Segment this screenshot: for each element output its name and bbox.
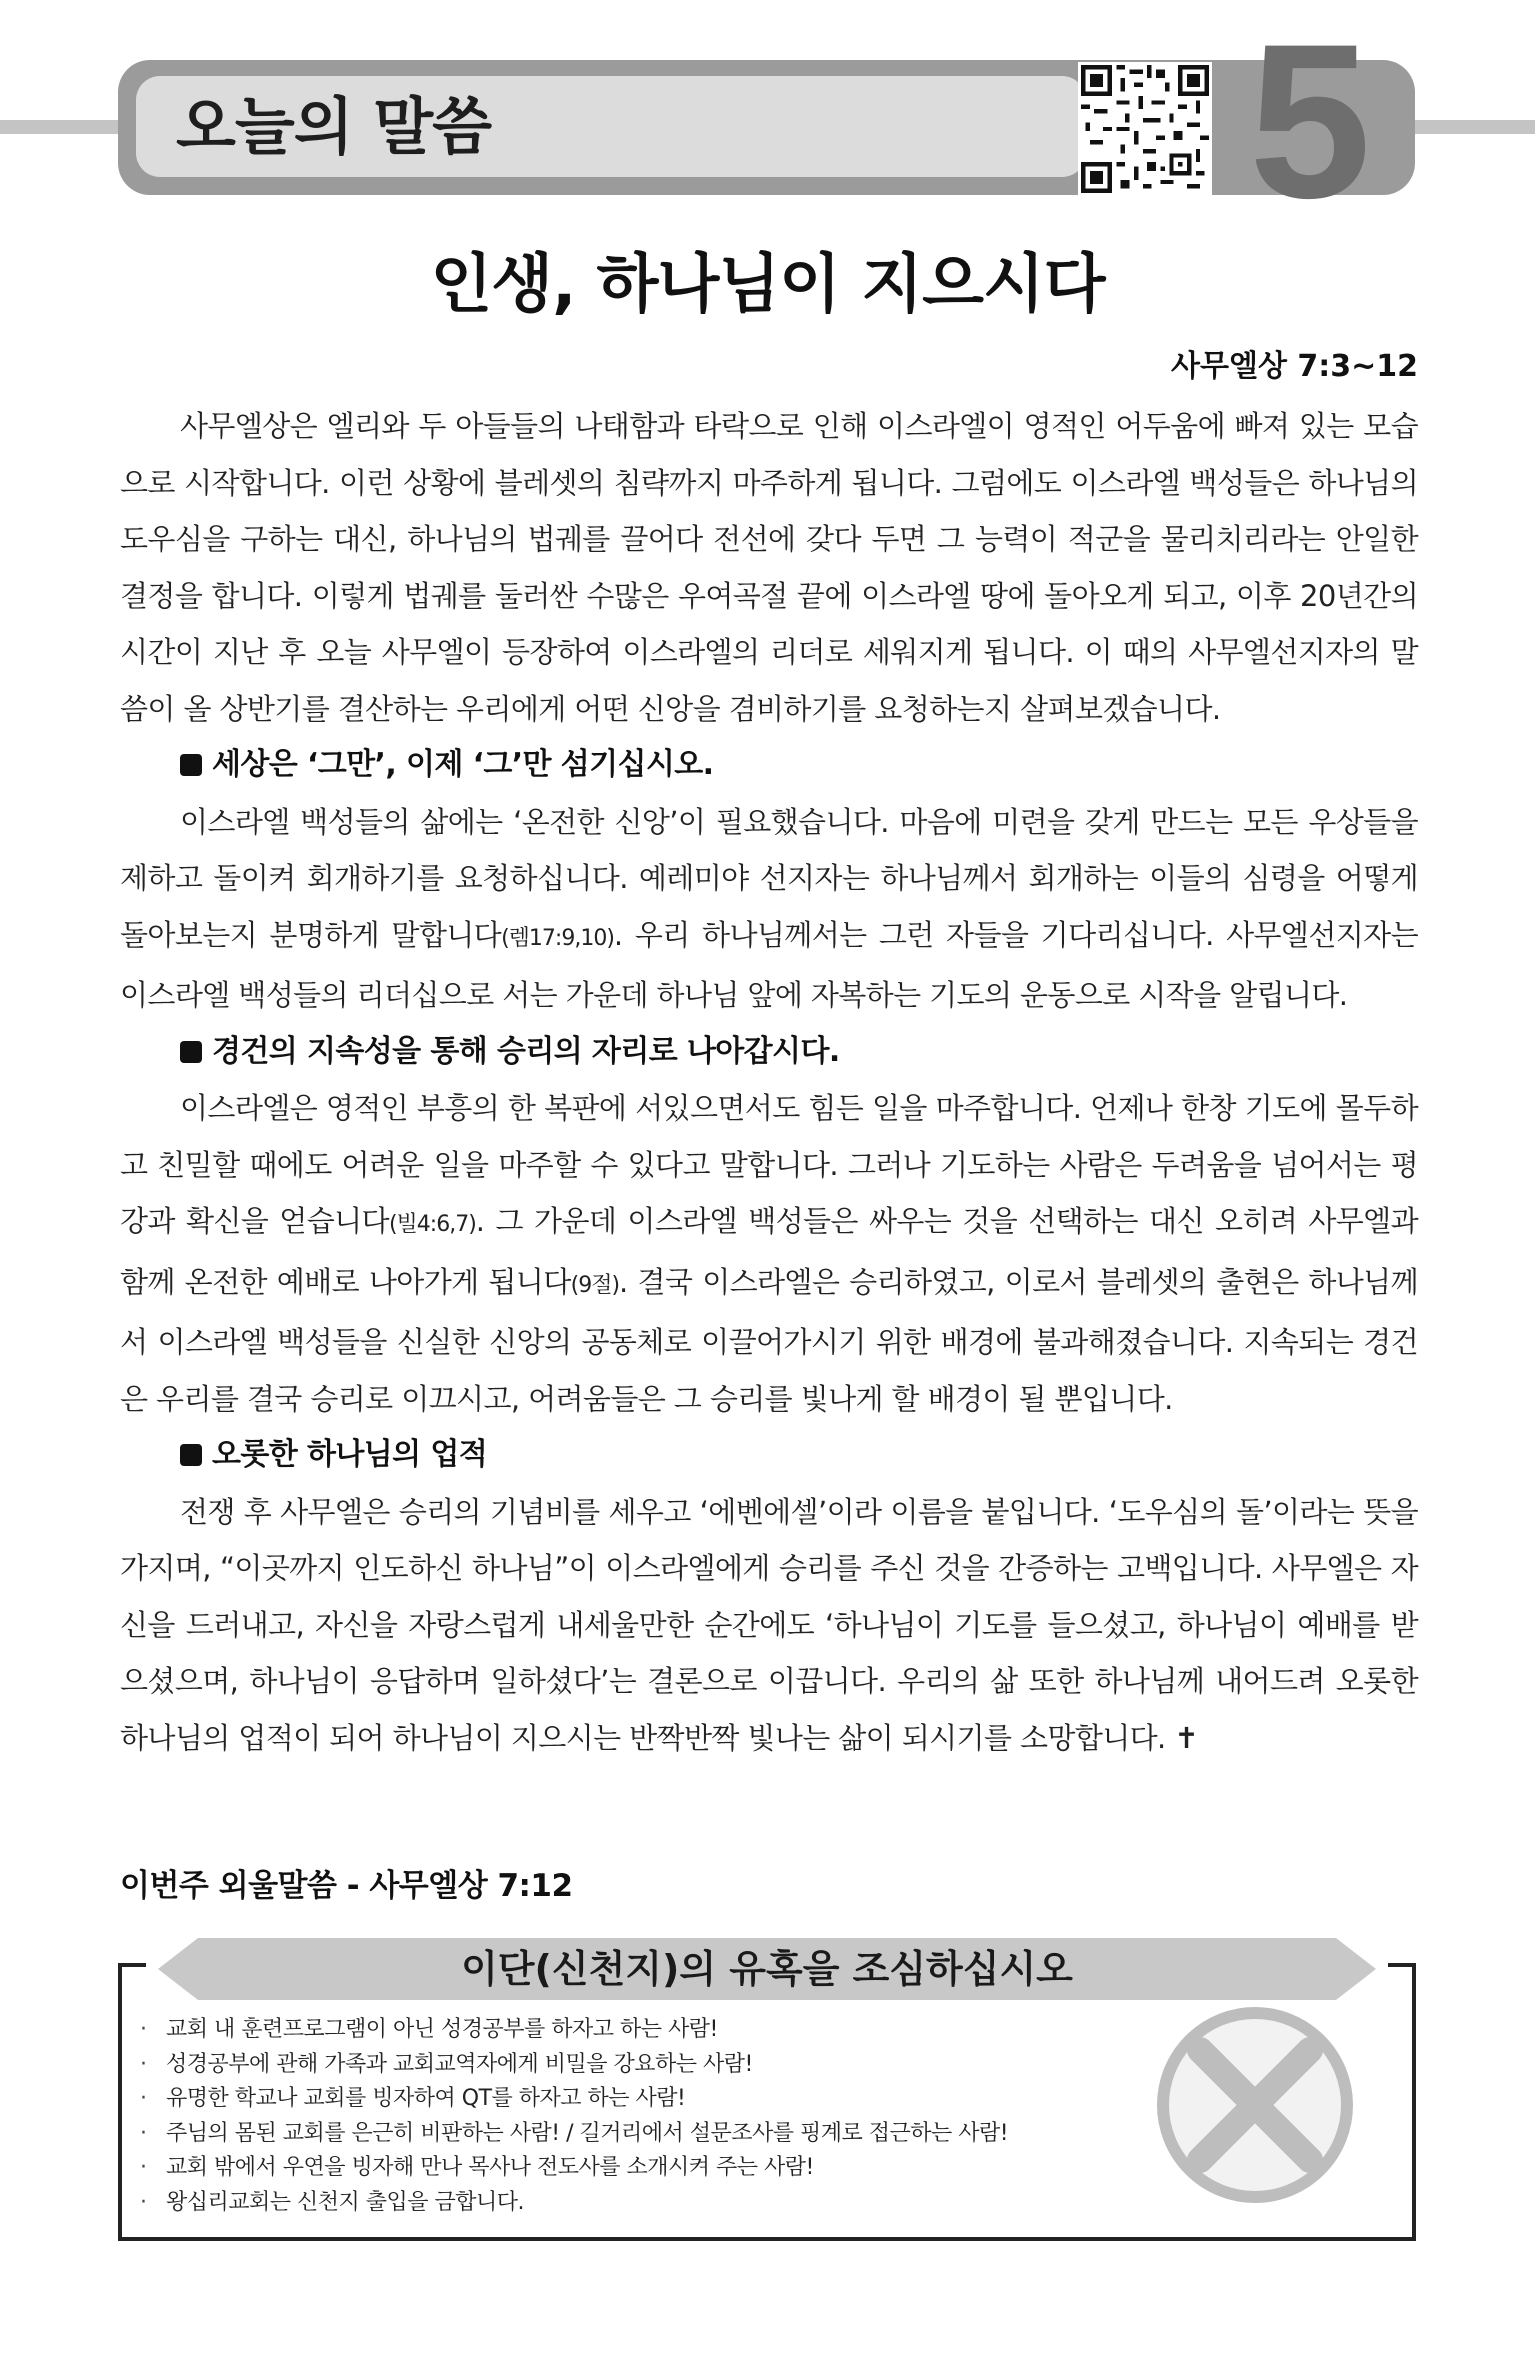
intro-paragraph: 사무엘상은 엘리와 두 아들들의 나태함과 타락으로 인해 이스라엘이 영적인 어두움에 빠져 있는 모습으로 시작합니다. 이런 상황에 블레셋의 침략까지 마주하게 됩니다. 그럼에도 이스라엘 백성들은 하나님의 도우심을 구하는 대신, 하나님의 법궤를 끌어다 전선에 갖다 두면 그 능력이 적군을 물리치리라는 안일한 결정을 합니다. 이렇게 법궤를 둘러싼 수많은 우여곡절 끝에 이스라엘 땅에 돌아오게 되고, 이후 20년간의 시간이 지난 후 오늘 사무엘이 등장하여 이스라엘의 리더로 세워지게 됩니다. 이 때의 사무엘선지자의 말씀이 올 상반기를 결산하는 우리에게 어떤 신앙을 겸비하기를 요청하는지 살펴보겠습니다. <box>120 409 1418 726</box>
warning-box-corner <box>1388 1963 1416 1967</box>
bible-reference: (렘17:9,10) <box>501 925 614 951</box>
paragraph-text: . 결국 이스라엘은 승리하였고, 이로서 블레셋의 출현은 하나님께서 이스라엘 백성들을 신실한 신앙의 공동체로 이끌어가시기 위한 배경에 불과해졌습니다. 지속되는 경건은 우리를 결국 승리로 이끄시고, 어려움들은 그 승리를 빛나게 할 배경이 될 뿐입니다. <box>120 1264 1418 1416</box>
sermon-title: 인생, 하나님이 지으시다 <box>430 248 1105 322</box>
memory-verse: 이번주 외울말씀 - 사무엘상 7:12 <box>120 1868 573 1904</box>
warning-list <box>140 2013 1008 2220</box>
week-number: 5 <box>1248 0 1372 244</box>
bible-reference: (빌4:6,7) <box>388 1212 476 1237</box>
cross-icon: ✝ <box>1174 1720 1199 1755</box>
paragraph-text: 이스라엘 백성들의 삶에는 ‘온전한 신앙’이 필요했습니다. 마음에 미련을 갖게 만드는 모든 우상들을 제하고 돌이켜 회개하기를 요청하십니다. 예레미야 선지자는 하나님께서 회개하는 이들의 심령을 어떻게 돌아보는지 분명하게 말합니다 <box>120 804 1418 952</box>
list-item: · 왕십리교회는 신천지 출입을 금합니다. <box>140 2186 1008 2221</box>
point-heading-text: 경건의 지속성을 통해 승리의 자리로 나아갑시다. <box>212 1033 840 1069</box>
prohibited-x-icon <box>1155 2005 1355 2205</box>
list-item: · 유명한 학교나 교회를 빙자하여 QT를 하자고 하는 사람! <box>140 2082 1008 2117</box>
square-bullet-icon <box>180 1444 202 1466</box>
paragraph-text: 전쟁 후 사무엘은 승리의 기념비를 세우고 ‘에벤에셀’이라 이름을 붙입니다. ‘도우심의 돌’이라는 뜻을 가지며, “이곳까지 인도하신 하나님”이 이스라엘에게 승리를 주신 것을 간증하는 고백입니다. 사무엘은 자신을 드러내고, 자신을 자랑스럽게 내세울만한 순간에도 ‘하나님이 기도를 들으셨고, 하나님이 예배를 받으셨으며, 하나님이 응답하며 일하셨다’는 결론으로 이끕니다. 우리의 삶 또한 하나님께 내어드려 오롯한 하나님의 업적이 되어 하나님이 지으시는 반짝반짝 빛나는 삶이 되시기를 소망합니다. <box>120 1494 1418 1755</box>
verse-reference: (9절) <box>570 1272 620 1298</box>
list-item: · 주님의 몸된 교회를 은근히 비판하는 사람! / 길거리에서 설문조사를 핑계로 접근하는 사람! <box>140 2117 1008 2152</box>
square-bullet-icon <box>180 754 202 776</box>
point-paragraph <box>120 1080 1418 1427</box>
point-paragraph <box>120 1484 1418 1767</box>
paragraph-text: 이스라엘은 영적인 부흥의 한 복판에 서있으면서도 힘든 일을 마주합니다. 언제나 한창 기도에 몰두하고 친밀할 때에도 어려운 일을 마주할 수 있다고 말합니다. 그러나 기도하는 사람은 두려움을 넘어서는 평강과 확신을 얻습니다 <box>120 1091 1418 1238</box>
point-heading-text: 세상은 ‘그만’, 이제 ‘그’만 섬기십시오. <box>212 747 714 782</box>
warning-box-corner <box>118 1963 146 1967</box>
square-bullet-icon <box>180 1041 202 1063</box>
sermon-body <box>120 398 1418 1766</box>
paragraph-text: . 우리 하나님께서는 그런 자들을 기다리십니다. 사무엘선지자는 이스라엘 백성들의 리더십으로 서는 가운데 하나님 앞에 자복하는 기도의 운동으로 시작을 알립니다. <box>120 917 1419 1012</box>
point-heading-text: 오롯한 하나님의 업적 <box>212 1437 488 1472</box>
point-heading <box>120 1427 1418 1484</box>
paragraph-text: . 그 가운데 이스라엘 백성들은 싸우는 것을 선택하는 대신 오히려 사무엘과 함께 온전한 예배로 나아가게 됩니다 <box>120 1204 1418 1299</box>
point-heading <box>120 1024 1418 1081</box>
list-item: · 성경공부에 관해 가족과 교회교역자에게 비밀을 강요하는 사람! <box>140 2048 1008 2083</box>
point-heading <box>120 737 1418 794</box>
qr-code-icon[interactable] <box>1078 62 1212 196</box>
scripture-reference: 사무엘상 7:3~12 <box>1171 349 1418 384</box>
list-item: · 교회 밖에서 우연을 빙자해 만나 목사나 전도사를 소개시켜 주는 사람! <box>140 2151 1008 2186</box>
list-item: · 교회 내 훈련프로그램이 아닌 성경공부를 하자고 하는 사람! <box>140 2013 1008 2048</box>
section-title: 오늘의 말씀 <box>176 90 492 163</box>
warning-title: 이단(신천지)의 유혹을 조심하십시오 <box>461 1947 1073 1991</box>
point-paragraph <box>120 794 1418 1024</box>
